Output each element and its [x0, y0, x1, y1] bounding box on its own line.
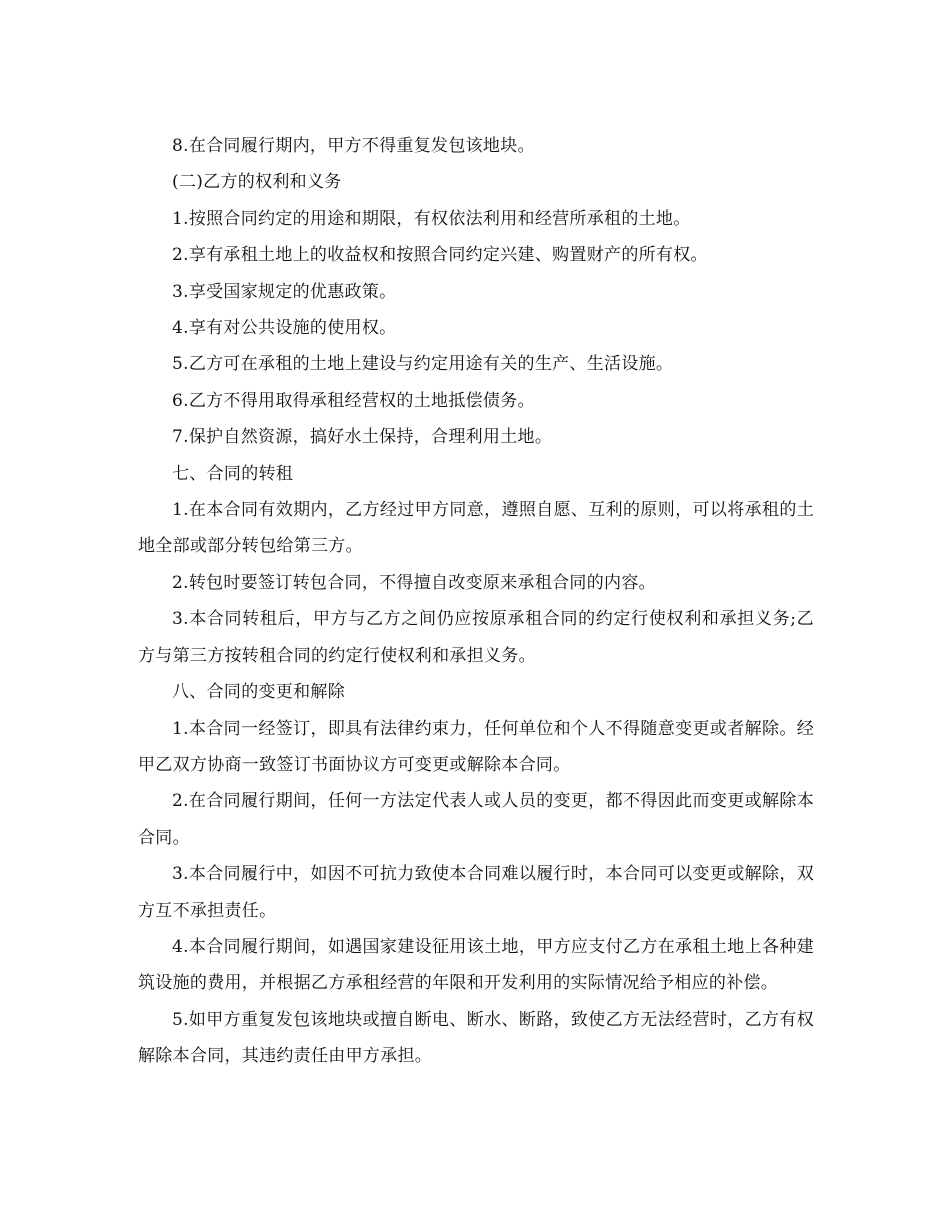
clause-paragraph: 1.本合同一经签订，即具有法律约束力，任何单位和个人不得随意变更或者解除。经甲乙双方协商一致签订书面协议方可变更或解除本合同。 [138, 718, 814, 775]
clause-paragraph: 3.享受国家规定的优惠政策。 [172, 281, 397, 302]
section-heading: (二)乙方的权利和义务 [172, 172, 342, 193]
clause-paragraph: 3.本合同转租后，甲方与乙方之间仍应按原承租合同的约定行使权利和承担义务;乙方与第三方按转租合同的约定行使权利和承担义务。 [138, 609, 814, 666]
clause-paragraph: 1.按照合同约定的用途和期限，有权依法利用和经营所承租的土地。 [172, 208, 691, 229]
clause-paragraph: 4.享有对公共设施的使用权。 [172, 318, 397, 339]
clause-paragraph: 5.如甲方重复发包该地块或擅自断电、断水、断路，致使乙方无法经营时，乙方有权解除本合同，其违约责任由甲方承担。 [138, 1009, 814, 1067]
clause-paragraph: 2.转包时要签订转包合同，不得擅自改变原来承租合同的内容。 [172, 572, 656, 593]
document-body [138, 128, 814, 1075]
clause-paragraph: 1.在本合同有效期内，乙方经过甲方同意，遵照自愿、互利的原则，可以将承租的土地全部或部分转包给第三方。 [138, 500, 814, 557]
section-heading: 八、合同的变更和解除 [172, 682, 345, 703]
clause-paragraph: 3.本合同履行中，如因不可抗力致使本合同难以履行时，本合同可以变更或解除，双方互不承担责任。 [138, 864, 814, 921]
clause-paragraph: 8.在合同履行期内，甲方不得重复发包该地块。 [172, 136, 535, 156]
section-heading: 七、合同的转租 [172, 463, 294, 484]
clause-paragraph: 6.乙方不得用取得承租经营权的土地抵偿债务。 [172, 390, 535, 411]
clause-paragraph: 4.本合同履行期间，如遇国家建设征用该土地，甲方应支付乙方在承租土地上各种建筑设施的费用，并根据乙方承租经营的年限和开发利用的实际情况给予相应的补偿。 [138, 936, 814, 994]
clause-paragraph: 7.保护自然资源，搞好水土保持，合理利用土地。 [172, 427, 553, 448]
clause-paragraph: 2.在合同履行期间，任何一方法定代表人或人员的变更，都不得因此而变更或解除本合同。 [138, 791, 814, 848]
clause-paragraph: 2.享有承租土地上的收益权和按照合同约定兴建、购置财产的所有权。 [172, 245, 708, 266]
clause-paragraph: 5.乙方可在承租的土地上建设与约定用途有关的生产、生活设施。 [172, 354, 674, 375]
